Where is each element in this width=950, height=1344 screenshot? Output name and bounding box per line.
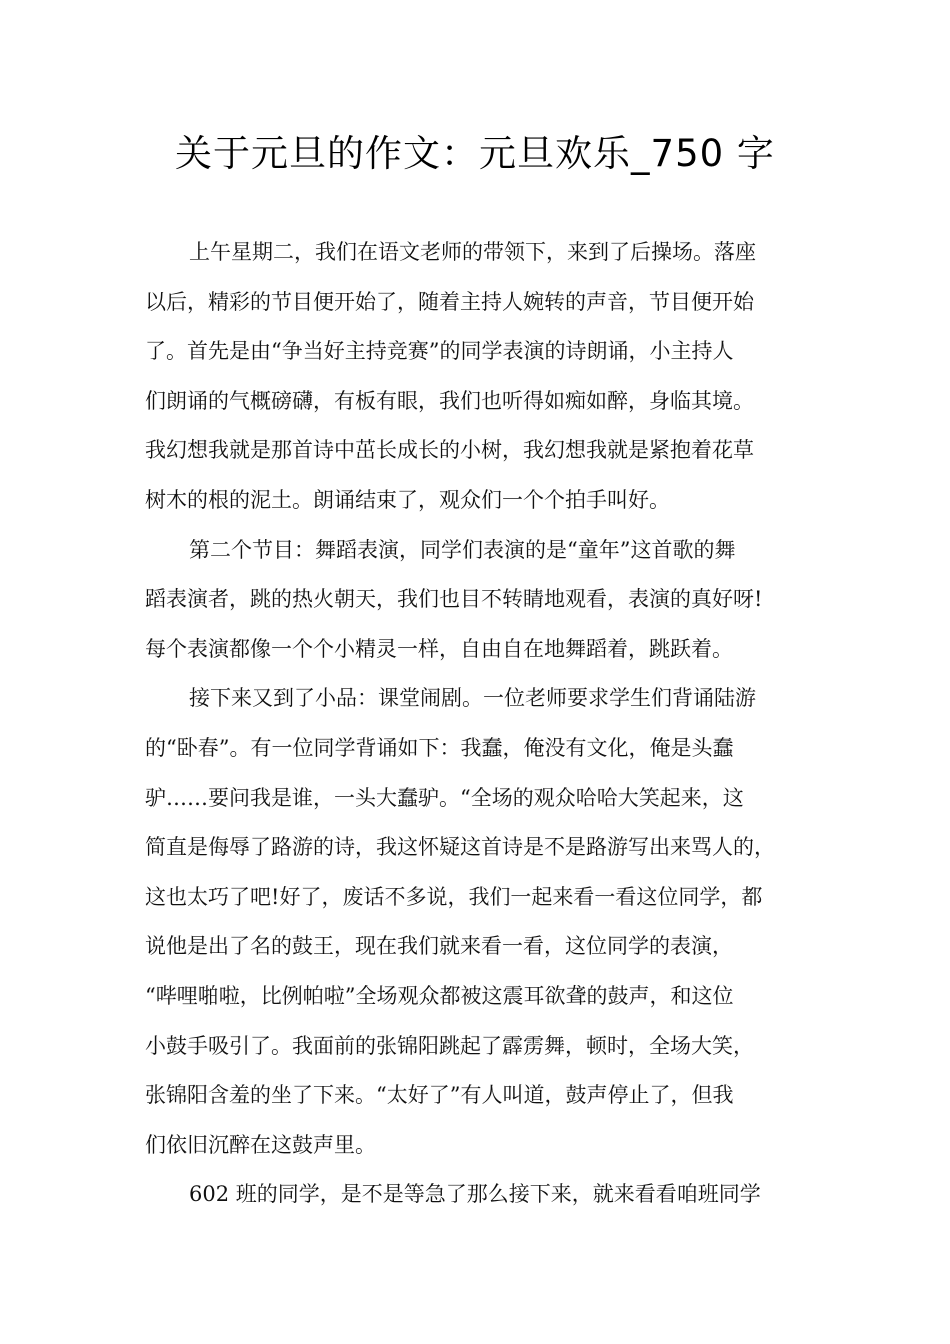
document-title: 关于元旦的作文：元旦欢乐_750 字 [175, 132, 775, 175]
text-line: 接下来又到了小品：课堂闹剧。一位老师要求学生们背诵陆游 [189, 686, 756, 711]
text-line: 以后，精彩的节目便开始了，随着主持人婉转的声音，节目便开始 [145, 289, 754, 314]
text-line: 小鼓手吸引了。我面前的张锦阳跳起了霹雳舞，顿时，全场大笑， [145, 1033, 754, 1058]
text-line: 我幻想我就是那首诗中茁长成长的小树，我幻想我就是紧抱着花草 [145, 438, 754, 463]
text-line: 说他是出了名的鼓王，现在我们就来看一看，这位同学的表演， [145, 934, 733, 959]
text-line: 了。首先是由“争当好主持竞赛”的同学表演的诗朗诵，小主持人 [145, 339, 734, 364]
text-line: “哔哩啪啦，比例帕啦”全场观众都被这震耳欲聋的鼓声，和这位 [145, 983, 734, 1008]
text-line: 每个表演都像一个个小精灵一样，自由自在地舞蹈着，跳跃着。 [145, 636, 733, 661]
text-line: 602 班的同学，是不是等急了那么接下来，就来看看咱班同学 [189, 1182, 761, 1207]
text-line: 蹈表演者，跳的热火朝天，我们也目不转睛地观看，表演的真好呀! [145, 587, 763, 612]
text-line: 这也太巧了吧!好了，废话不多说，我们一起来看一看这位同学，都 [145, 884, 763, 909]
text-line: 们依旧沉醉在这鼓声里。 [145, 1132, 376, 1157]
text-line: 简直是侮辱了路游的诗，我这怀疑这首诗是不是路游写出来骂人的， [145, 835, 775, 860]
text-line: 第二个节目：舞蹈表演，同学们表演的是“童年”这首歌的舞 [189, 537, 736, 562]
text-line: 驴……要问我是谁，一头大蠢驴。“全场的观众哈哈大笑起来，这 [145, 785, 744, 810]
text-line: 的“卧春”。有一位同学背诵如下：我蠢，俺没有文化，俺是头蠢 [145, 735, 734, 760]
essay-body [145, 228, 825, 1220]
text-line: 张锦阳含羞的坐了下来。“太好了”有人叫道，鼓声停止了，但我 [145, 1083, 734, 1108]
text-line: 们朗诵的气概磅礴，有板有眼，我们也听得如痴如醉，身临其境。 [145, 388, 754, 413]
text-line: 上午星期二，我们在语文老师的带领下，来到了后操场。落座 [189, 240, 756, 264]
text-line: 树木的根的泥土。朗诵结束了，观众们一个个拍手叫好。 [145, 487, 670, 512]
